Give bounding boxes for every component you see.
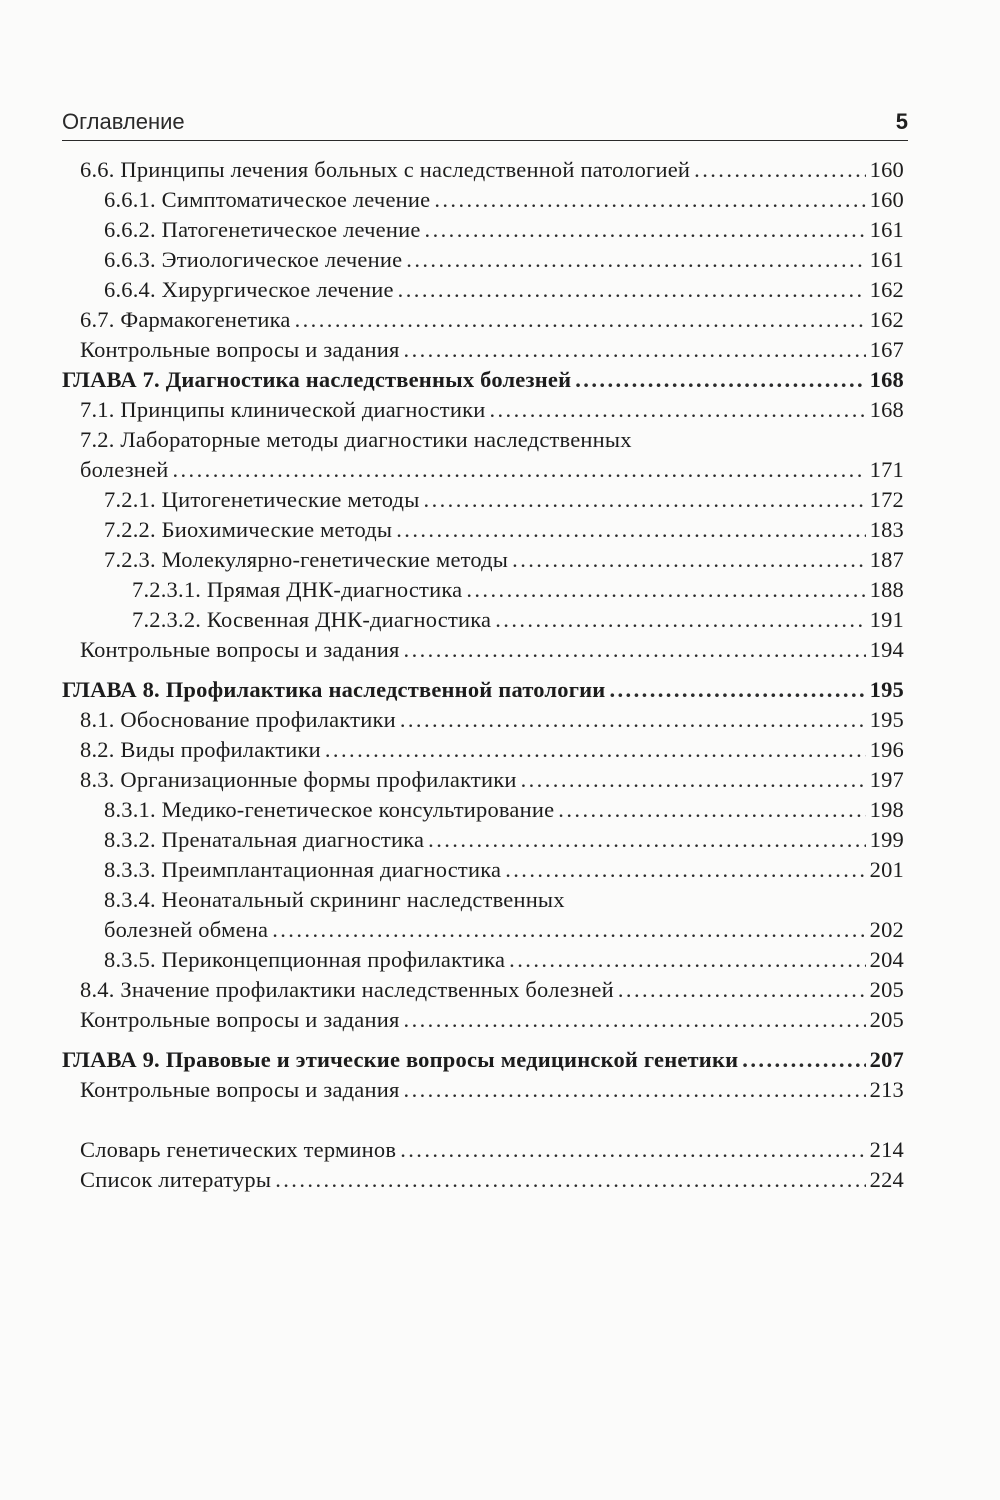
toc-entry[interactable] [62,575,904,605]
toc-entry[interactable] [62,485,904,515]
section-gap [62,665,904,675]
leader-dots [521,765,866,795]
leader-dots [406,245,865,275]
page-number: 5 [895,109,908,134]
toc-entry-page: 168 [869,397,904,422]
toc-entry[interactable] [62,945,904,975]
toc-entry[interactable] [62,605,904,635]
toc-entry-title-line[interactable]: 8.3.4. Неонатальный скрининг наследственных [104,887,565,912]
toc-entry-page: 188 [869,577,904,602]
toc-entry-page: 204 [869,947,904,972]
toc-entry-title: Контрольные вопросы и задания [80,637,400,662]
toc-entry[interactable] [62,545,904,575]
toc-entry[interactable] [62,185,904,215]
toc-entry[interactable] [62,1165,904,1195]
toc-entry[interactable] [62,305,904,335]
leader-dots [325,735,866,765]
toc-entry-page: 195 [869,707,904,732]
toc-entry-title: 7.2.1. Цитогенетические методы [104,487,420,512]
leader-dots [434,185,865,215]
table-of-contents [62,155,904,1195]
toc-entry-title: Контрольные вопросы и задания [80,1007,400,1032]
leader-dots [272,915,865,945]
leader-dots [400,705,866,735]
toc-entry-title: Словарь генетических терминов [80,1137,397,1162]
toc-entry-page: 197 [869,767,904,792]
leader-dots [495,605,865,635]
chapter-page: 207 [869,1047,904,1072]
leader-dots [742,1045,865,1075]
chapter-title: ГЛАВА 8. Профилактика наследственной патологии [62,677,606,702]
toc-entry-page: 183 [869,517,904,542]
leader-dots [694,155,865,185]
toc-entry-title-cont: болезней обмена [104,917,269,942]
toc-entry-title: Контрольные вопросы и задания [80,337,400,362]
toc-chapter-entry[interactable] [62,365,904,395]
toc-entry[interactable] [62,825,904,855]
toc-entry-title: 6.6.1. Симптоматическое лечение [104,187,431,212]
leader-dots [275,1165,865,1195]
toc-entry-title: 7.2.3. Молекулярно-генетические методы [104,547,509,572]
toc-entry-page: 205 [869,1007,904,1032]
toc-entry-page: 224 [869,1167,904,1192]
toc-entry-title: 7.2.2. Биохимические методы [104,517,393,542]
chapter-page: 168 [869,367,904,392]
toc-entry-page: 214 [869,1137,904,1162]
toc-entry[interactable] [62,515,904,545]
toc-entry-page: 213 [869,1077,904,1102]
leader-dots [424,485,866,515]
toc-entry[interactable] [62,855,904,885]
toc-chapter-entry[interactable] [62,675,904,705]
toc-entry-page: 172 [869,487,904,512]
section-gap [62,1105,904,1135]
toc-entry-title: 6.6.4. Хирургическое лечение [104,277,394,302]
chapter-page: 195 [869,677,904,702]
toc-entry-page: 196 [869,737,904,762]
toc-entry[interactable] [62,765,904,795]
toc-entry-title: 6.6.2. Патогенетическое лечение [104,217,421,242]
toc-entry-title: 8.3.3. Преимплантационная диагностика [104,857,502,882]
toc-entry[interactable] [62,635,904,665]
leader-dots [428,825,865,855]
leader-dots [575,365,865,395]
toc-entry-page: 162 [869,307,904,332]
toc-entry-title: 7.1. Принципы клинической диагностики [80,397,486,422]
leader-dots [400,1135,865,1165]
leader-dots [618,975,866,1005]
toc-entry-title: 8.4. Значение профилактики наследственных болезней [80,977,614,1002]
toc-entry-title: 8.3.1. Медико-генетическое консультирование [104,797,555,822]
toc-entry-page: 160 [869,157,904,182]
toc-entry-title-cont: болезней [80,457,169,482]
leader-dots [172,455,865,485]
leader-dots [489,395,865,425]
toc-entry[interactable] [62,915,904,945]
toc-entry-page: 160 [869,187,904,212]
toc-chapter-entry[interactable] [62,1045,904,1075]
toc-entry-title: 8.3. Организационные формы профилактики [80,767,517,792]
toc-entry-page: 187 [869,547,904,572]
toc-entry[interactable] [62,455,904,485]
toc-entry[interactable] [62,275,904,305]
toc-entry-title: 7.2.3.2. Косвенная ДНК-диагностика [132,607,492,632]
toc-entry[interactable] [62,735,904,765]
leader-dots [425,215,866,245]
toc-entry[interactable] [62,335,904,365]
toc-entry-page: 194 [869,637,904,662]
leader-dots [558,795,865,825]
toc-entry[interactable] [62,245,904,275]
toc-entry-page: 202 [869,917,904,942]
toc-entry-page: 161 [869,217,904,242]
leader-dots [396,515,865,545]
toc-entry[interactable] [62,1005,904,1035]
toc-entry-page: 161 [869,247,904,272]
leader-dots [609,675,865,705]
leader-dots [404,635,866,665]
toc-entry-title: 7.2.3.1. Прямая ДНК-диагностика [132,577,463,602]
toc-entry-title: 8.1. Обоснование профилактики [80,707,396,732]
section-gap [62,1035,904,1045]
running-head-title: Оглавление [62,109,185,134]
leader-dots [398,275,866,305]
chapter-title: ГЛАВА 9. Правовые и этические вопросы медицинской генетики [62,1047,739,1072]
toc-entry-title: 6.6.3. Этиологическое лечение [104,247,403,272]
leader-dots [295,305,866,335]
toc-entry[interactable] [62,155,904,185]
toc-entry-page: 171 [869,457,904,482]
toc-entry-page: 201 [869,857,904,882]
toc-entry[interactable] [62,705,904,735]
toc-entry[interactable] [62,1075,904,1105]
toc-entry-title: 8.2. Виды профилактики [80,737,321,762]
toc-entry-page: 167 [869,337,904,362]
toc-entry-title: 6.7. Фармакогенетика [80,307,291,332]
leader-dots [509,945,865,975]
toc-entry[interactable] [62,975,904,1005]
toc-entry-page: 198 [869,797,904,822]
toc-entry[interactable] [62,395,904,425]
toc-entry-title: 8.3.2. Пренатальная диагностика [104,827,425,852]
toc-entry-title: Контрольные вопросы и задания [80,1077,400,1102]
toc-entry[interactable] [62,215,904,245]
leader-dots [505,855,865,885]
toc-entry-title: 6.6. Принципы лечения больных с наследственной патологией [80,157,691,182]
toc-entry-page: 205 [869,977,904,1002]
toc-entry-page: 191 [869,607,904,632]
chapter-title: ГЛАВА 7. Диагностика наследственных болезней [62,367,572,392]
leader-dots [466,575,865,605]
leader-dots [512,545,866,575]
toc-entry-title: Список литературы [80,1167,272,1192]
toc-entry-title: 8.3.5. Периконцепционная профилактика [104,947,506,972]
toc-entry-page: 162 [869,277,904,302]
toc-entry-page: 199 [869,827,904,852]
toc-entry[interactable] [62,1135,904,1165]
toc-entry-title-line[interactable]: 7.2. Лабораторные методы диагностики наследственных [80,427,632,452]
leader-dots [404,335,866,365]
leader-dots [404,1005,866,1035]
page-header [62,100,908,141]
leader-dots [404,1075,866,1105]
toc-entry[interactable] [62,795,904,825]
